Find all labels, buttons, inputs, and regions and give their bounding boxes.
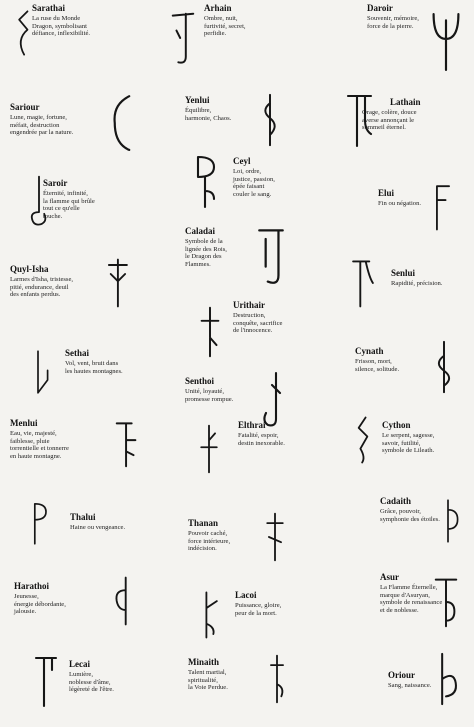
rune-description: Le serpent, sagesse, savoir, futilité, symbole de Lileath.	[382, 432, 435, 455]
rune-glyph-icon	[350, 412, 376, 468]
rune-name: Daroir	[367, 3, 393, 13]
rune-glyph-icon	[30, 342, 54, 402]
rune-description: Rapidité, précision.	[391, 280, 443, 287]
rune-glyph-icon	[196, 296, 224, 368]
rune-name: Ceyl	[233, 156, 251, 166]
rune-name: Minaith	[188, 657, 220, 667]
rune-name: Elui	[378, 188, 395, 198]
rune-glyph-icon	[255, 224, 287, 288]
rune-name: Thalui	[70, 512, 96, 522]
rune-name: Cython	[382, 420, 411, 430]
rune-description: Vol, vent, bruit dans les hautes montagnes.	[65, 360, 123, 375]
rune-name: Yenlui	[185, 95, 210, 105]
rune-description: Frisson, mort, silence, solitude.	[355, 358, 400, 373]
rune-glyph-icon	[26, 168, 52, 232]
rune-glyph-icon	[112, 414, 142, 470]
rune-name: Lathain	[390, 97, 421, 107]
rune-glyph-icon	[168, 10, 198, 66]
rune-glyph-icon	[102, 256, 132, 310]
rune-description: Fatalité, espoir, destin inexorable.	[238, 432, 285, 447]
rune-name: Oriour	[388, 670, 415, 680]
rune-glyph-icon	[196, 418, 222, 480]
rune-description: Souvenir, mémoire, force de la pierre.	[367, 15, 419, 30]
rune-glyph-icon	[430, 10, 462, 72]
rune-description: Unité, loyauté, promesse rompue.	[185, 388, 234, 403]
rune-description: Eau, vie, majesté, faiblesse, pluie torrentielle et tonnerre en haute montagne.	[10, 430, 69, 460]
rune-description: Talent martial, spiritualité, la Voie Perdue.	[188, 669, 228, 692]
rune-description: Ombre, nuit, furtivité, secret, perfidie.	[204, 15, 246, 38]
rune-description: Éternité, infinité, la flamme qui brûle tout ce qu'elle touche.	[43, 190, 95, 220]
rune-glyph-icon	[256, 88, 284, 152]
rune-name: Harathoi	[14, 581, 49, 591]
rune-glyph-icon	[430, 176, 456, 238]
rune-name: Asur	[380, 572, 400, 582]
rune-description: Haine ou vengeance.	[70, 524, 126, 531]
rune-description: Larmes d'Isha, tristesse, pitié, endurance, deuil des enfants perdus.	[10, 276, 74, 299]
rune-glyph-icon	[196, 584, 222, 646]
rune-name: Saroir	[43, 178, 68, 188]
rune-name: Thanan	[188, 518, 219, 528]
rune-description: Loi, ordre, justice, passion, épée faisant couler le sang.	[233, 168, 275, 198]
rune-name: Sarathai	[32, 3, 66, 13]
rune-description: Lune, magie, fortune, méfait, destruction engendrée par la nature.	[10, 114, 74, 137]
rune-description: Équilibre, harmonie, Chaos.	[185, 107, 232, 122]
rune-description: La ruse du Monde Dragon, symbolisant défiance, inflexibilité.	[32, 15, 91, 38]
rune-glyph-icon	[264, 650, 290, 708]
rune-description: Symbole de la lignée des Rois, le Dragon des Flammes.	[185, 238, 227, 268]
rune-glyph-icon	[105, 90, 139, 152]
rune-name: Arhain	[204, 3, 232, 13]
rune-glyph-icon	[432, 574, 460, 630]
rune-description: Pouvoir caché, force intérieure, indécision.	[188, 530, 231, 553]
rune-name: Senthoi	[185, 376, 215, 386]
rune-name: Urithair	[233, 300, 265, 310]
rune-glyph-icon	[440, 490, 464, 552]
rune-name: Sariour	[10, 102, 40, 112]
rune-name: Lacoi	[235, 590, 257, 600]
rune-glyph-icon	[262, 510, 288, 564]
rune-name: Cadaith	[380, 496, 412, 506]
rune-description: Lumière, noblesse d'âme, légèreté de l'être.	[69, 671, 114, 694]
rune-name: Quyl-Isha	[10, 264, 49, 274]
rune-glyph-icon	[10, 8, 40, 58]
rune-description: Puissance, gloire, peur de la mort.	[235, 602, 282, 617]
rune-glyph-icon	[30, 494, 54, 552]
rune-description: Grâce, pouvoir, symphonie des étoiles.	[380, 508, 440, 523]
rune-name: Menlui	[10, 418, 38, 428]
rune-glyph-icon	[108, 574, 138, 628]
rune-description: Jeunesse, énergie débordante, jalousie.	[14, 593, 66, 616]
rune-name: Elthrai	[238, 420, 266, 430]
rune-name: Senlui	[391, 268, 416, 278]
rune-glyph-icon	[430, 336, 458, 398]
rune-description: Destruction, conquête, sacrifice de l'innocence.	[233, 312, 283, 335]
rune-glyph-icon	[190, 148, 220, 214]
rune-name: Sethai	[65, 348, 90, 358]
rune-description: Fin ou négation.	[378, 200, 422, 207]
rune-glyph-icon	[432, 650, 462, 708]
rune-description: Sang, naissance.	[388, 682, 432, 689]
rune-name: Lecai	[69, 659, 90, 669]
rune-description: La Flamme Éternelle, marque d'Asuryan, symbole de renaissance et de noblesse.	[380, 584, 443, 614]
rune-glyph-icon	[348, 256, 378, 310]
rune-glyph-icon	[342, 90, 378, 150]
rune-name: Cynath	[355, 346, 384, 356]
rune-name: Caladai	[185, 226, 216, 236]
rune-description: Orage, colère, douce averse annonçant le sommeil éternel.	[362, 109, 417, 132]
rune-glyph-icon	[32, 648, 62, 712]
